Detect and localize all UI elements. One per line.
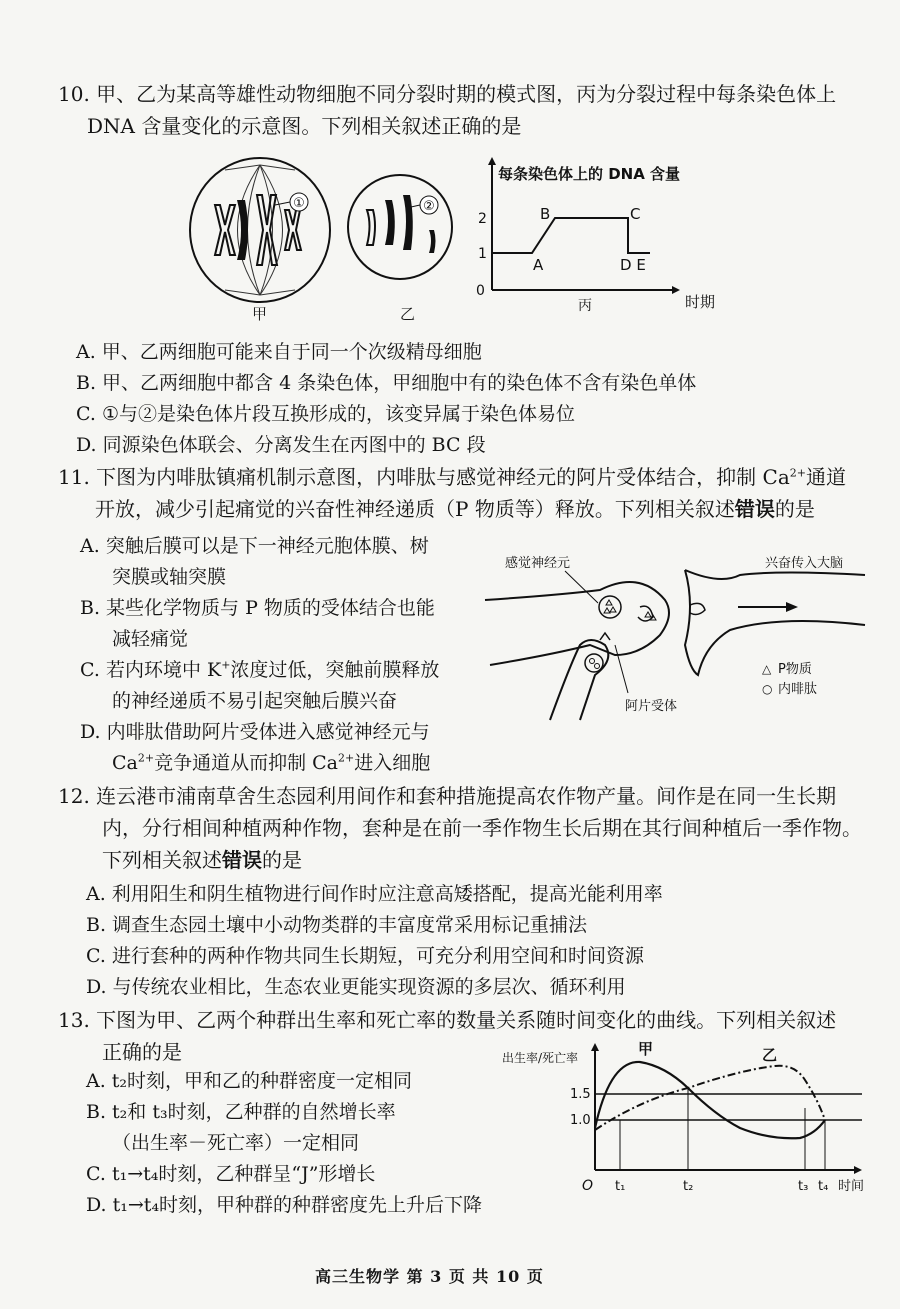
q10-option-a: A. 甲、乙两细胞可能来自于同一个次级精母细胞 bbox=[76, 341, 482, 363]
q13-x-tick-t3: t₃ bbox=[798, 1179, 809, 1194]
bing-chart-title: 每条染色体上的 DNA 含量 bbox=[498, 165, 681, 183]
q11-stem-line2: 开放，减少引起痛觉的兴奋性神经递质（P 物质等）释放。下列相关叙述错误的是 bbox=[95, 497, 815, 521]
q11-option-a-line2: 突膜或轴突膜 bbox=[112, 566, 227, 588]
q11-option-b-line2: 减轻痛觉 bbox=[112, 628, 189, 650]
q12-option-d: D. 与传统农业相比，生态农业更能实现资源的多层次、循环利用 bbox=[86, 976, 626, 998]
q13-option-a: A. t₂时刻，甲和乙的种群密度一定相同 bbox=[86, 1070, 413, 1092]
q11-option-c-line2: 的神经递质不易引起突触后膜兴奋 bbox=[112, 690, 398, 712]
q13-option-b-line2: （出生率－死亡率）一定相同 bbox=[112, 1132, 360, 1154]
q11-option-b-line1: B. 某些化学物质与 P 物质的受体结合也能 bbox=[80, 597, 435, 619]
q13-origin: O bbox=[582, 1178, 594, 1194]
legend-circle-icon: ○ bbox=[762, 682, 773, 696]
q11-option-d-line1: D. 内啡肽借助阿片受体进入感觉神经元与 bbox=[80, 721, 430, 743]
marker-1: ① bbox=[293, 196, 305, 211]
bing-point-de: D E bbox=[620, 256, 646, 274]
q13-option-c: C. t₁→t₄时刻，乙种群呈“J”形增长 bbox=[86, 1163, 376, 1185]
marker-2: ② bbox=[423, 199, 435, 214]
q12-option-c: C. 进行套种的两种作物共同生长期短，可充分利用空间和时间资源 bbox=[86, 945, 644, 967]
bing-point-a: A bbox=[533, 256, 544, 274]
label-opioid-receptor: 阿片受体 bbox=[625, 699, 678, 714]
bing-y-tick-0: 0 bbox=[476, 283, 485, 299]
legend-endorphin: 内啡肽 bbox=[778, 682, 818, 697]
bing-x-label: 时期 bbox=[685, 293, 716, 311]
label-sensory-neuron: 感觉神经元 bbox=[505, 556, 571, 571]
bing-y-tick-2: 2 bbox=[478, 211, 487, 227]
q13-x-label: 时间 bbox=[838, 1179, 865, 1194]
q13-stem-line2: 正确的是 bbox=[102, 1040, 182, 1064]
bing-label: 丙 bbox=[578, 298, 592, 314]
q10-stem-line2: DNA 含量变化的示意图。下列相关叙述正确的是 bbox=[87, 114, 522, 138]
q10-option-d: D. 同源染色体联会、分离发生在丙图中的 BC 段 bbox=[76, 434, 486, 456]
q13-x-tick-t1: t₁ bbox=[615, 1179, 626, 1194]
page-footer: 高三生物学 第 3 页 共 10 页 bbox=[315, 1267, 544, 1286]
q12-stem-line1: 12. 连云港市浦南草舍生态园利用间作和套种措施提高农作物产量。间作是在同一生长期 bbox=[58, 784, 837, 808]
series-yi-label: 乙 bbox=[762, 1046, 778, 1064]
q12-stem-line2: 内，分行相间种植两种作物，套种是在前一季作物生长后期在其行间种植后一季作物。 bbox=[102, 816, 862, 840]
q13-x-tick-t4: t₄ bbox=[818, 1179, 829, 1194]
q13-option-d: D. t₁→t₄时刻，甲种群的种群密度先上升后下降 bbox=[86, 1194, 483, 1216]
series-jia-line bbox=[595, 1062, 825, 1138]
q12-stem-line3: 下列相关叙述错误的是 bbox=[102, 848, 302, 872]
q10-figure-bing-chart bbox=[470, 155, 730, 315]
q11-option-c-line1: C. 若内环境中 K+浓度过低，突触前膜释放 bbox=[80, 658, 440, 681]
bing-y-tick-1: 1 bbox=[478, 246, 487, 262]
q13-option-b-line1: B. t₂和 t₃时刻，乙种群的自然增长率 bbox=[86, 1101, 396, 1123]
legend-triangle-icon: △ bbox=[762, 662, 772, 676]
q13-y-tick-1.5: 1.5 bbox=[570, 1087, 591, 1102]
bing-point-b: B bbox=[540, 205, 551, 223]
q11-stem-line1: 11. 下图为内啡肽镇痛机制示意图，内啡肽与感觉神经元的阿片受体结合，抑制 $Ca^{2+}$通道 bbox=[58, 465, 846, 489]
q13-stem-line1: 13. 下图为甲、乙两个种群出生率和死亡率的数量关系随时间变化的曲线。下列相关叙述 bbox=[58, 1008, 837, 1032]
q12-option-b: B. 调查生态园土壤中小动物类群的丰富度常采用标记重捕法 bbox=[86, 914, 588, 936]
q10-option-c: C. ①与②是染色体片段互换形成的，该变异属于染色体易位 bbox=[76, 403, 575, 425]
q11-synapse-diagram bbox=[480, 545, 870, 735]
legend-p-substance: P物质 bbox=[778, 662, 812, 677]
q10-option-b: B. 甲、乙两细胞中都含 4 条染色体，甲细胞中有的染色体不含有染色单体 bbox=[76, 372, 697, 394]
label-yi: 乙 bbox=[400, 305, 416, 323]
q13-x-tick-t2: t₂ bbox=[683, 1179, 694, 1194]
q13-y-label: 出生率/死亡率 bbox=[502, 1051, 579, 1065]
q12-option-a: A. 利用阳生和阴生植物进行间作时应注意高矮搭配，提高光能利用率 bbox=[86, 883, 663, 905]
q13-y-tick-1.0: 1.0 bbox=[570, 1113, 591, 1128]
label-to-brain: 兴奋传入大脑 bbox=[765, 556, 844, 571]
label-jia: 甲 bbox=[252, 305, 268, 323]
q11-option-a-line1: A. 突触后膜可以是下一神经元胞体膜、树 bbox=[80, 535, 429, 557]
series-jia-label: 甲 bbox=[638, 1040, 654, 1058]
q13-chart bbox=[500, 1040, 875, 1200]
q10-figure-yi bbox=[345, 165, 465, 290]
q11-option-d-line2: $Ca^{2+}$竞争通道从而抑制 $Ca^{2+}$进入细胞 bbox=[112, 751, 431, 774]
bing-point-c: C bbox=[630, 205, 641, 223]
q10-stem-line1: 10. 甲、乙为某高等雄性动物细胞不同分裂时期的模式图，丙为分裂过程中每条染色体上 bbox=[58, 82, 837, 106]
